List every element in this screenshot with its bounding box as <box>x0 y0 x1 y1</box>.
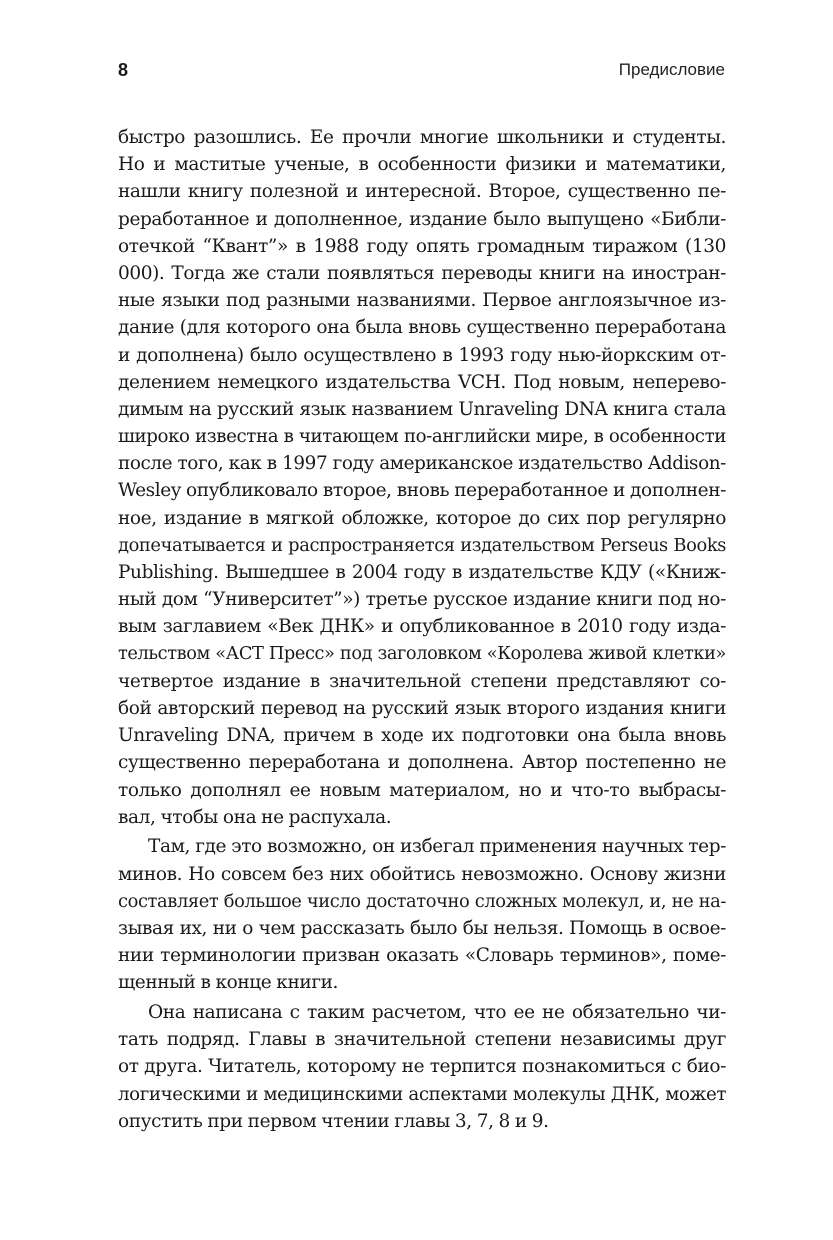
text-line: и дополнена) было осуществлено в 1993 году нью-йоркским от- <box>118 344 726 366</box>
text-line: логическими и медицинскими аспектами молекулы ДНК, может <box>118 1083 726 1105</box>
text-line: от друга. Читатель, которому не терпится познакомиться с био- <box>118 1056 726 1078</box>
text-line: вым заглавием «Век ДНК» и опубликованное в 2010 году изда- <box>118 616 726 638</box>
text-line: Unraveling DNA, причем в ходе их подготовки она была вновь <box>118 725 726 747</box>
text-line: делением немецкого издательства VCH. Под новым, неперево- <box>118 371 726 393</box>
running-head: Предисловие <box>618 60 725 79</box>
text-line: Она написана с таким расчетом, что ее не обязательно чи- <box>148 1002 726 1023</box>
text-line: Wesley опубликовало второе, вновь переработанное и дополнен- <box>118 480 726 502</box>
text-line: быстро разошлись. Ее прочли многие школьники и студенты. <box>118 127 726 148</box>
text-line: Но и маститые ученые, в особенности физики и математики, <box>118 154 726 176</box>
text-line: нии терминологии призван оказать «Словарь терминов», поме- <box>118 945 726 967</box>
text-line: нашли книгу полезной и интересной. Второе, существенно пе- <box>118 181 726 203</box>
text-line: бой авторский перевод на русский язык второго издания книги <box>118 697 726 719</box>
text-line: ный дом “Университет”») третье русское издание книги под но- <box>118 589 726 611</box>
text-line: димым на русский язык названием Unraveling DNA книга стала <box>118 398 726 420</box>
text-line: вал, чтобы она не распухала. <box>118 806 392 828</box>
text-line: отечкой “Квант”» в 1988 году опять громадным тиражом (130 <box>118 235 726 257</box>
paragraph-2 <box>118 833 726 996</box>
text-line: щенный в конце книги. <box>118 972 339 994</box>
text-line: широко известна в читающем по-английски мире, в особенности <box>118 426 726 448</box>
text-line: реработанное и дополненное, издание было выпущено «Библи- <box>118 208 726 230</box>
text-line: четвертое издание в значительной степени представляют со- <box>118 670 726 692</box>
text-line: тельством «АСТ Пресс» под заголовком «Королева живой клетки» <box>118 643 726 664</box>
text-line: только дополнял ее новым материалом, но и что-то выбрасы- <box>118 779 726 801</box>
text-line: составляет большое число достаточно сложных молекул, и, не на- <box>118 890 726 912</box>
text-line: ное, издание в мягкой обложке, которое до сих пор регулярно <box>118 507 726 529</box>
paragraph-3 <box>118 999 726 1135</box>
page-number: 8 <box>118 60 129 80</box>
text-line: Publishing. Вышедшее в 2004 году в издательстве КДУ («Книж- <box>118 562 726 583</box>
text-line: существенно переработана и дополнена. Автор постепенно не <box>118 752 726 774</box>
text-line: опустить при первом чтении главы 3, 7, 8 и 9. <box>118 1110 549 1132</box>
text-line: Там, где это возможно, он избегал применения научных тер- <box>148 836 726 858</box>
text-line: тать подряд. Главы в значительной степени независимы друг <box>118 1029 726 1051</box>
text-line: после того, как в 1997 году американское издательство Addison- <box>118 453 726 475</box>
text-line: допечатывается и распространяется издательством Perseus Books <box>118 534 726 556</box>
paragraph-1 <box>118 124 726 831</box>
text-line: минов. Но совсем без них обойтись невозможно. Основу жизни <box>118 863 726 885</box>
text-line: 000). Тогда же стали появляться переводы книги на иностран- <box>118 262 726 284</box>
text-line: зывая их, ни о чем рассказать было бы нельзя. Помощь в освое- <box>118 917 726 939</box>
body-text <box>118 124 726 1137</box>
text-line: ные языки под разными названиями. Первое англоязычное из- <box>118 290 726 312</box>
text-line: дание (для которого она была вновь существенно переработана <box>118 317 726 339</box>
